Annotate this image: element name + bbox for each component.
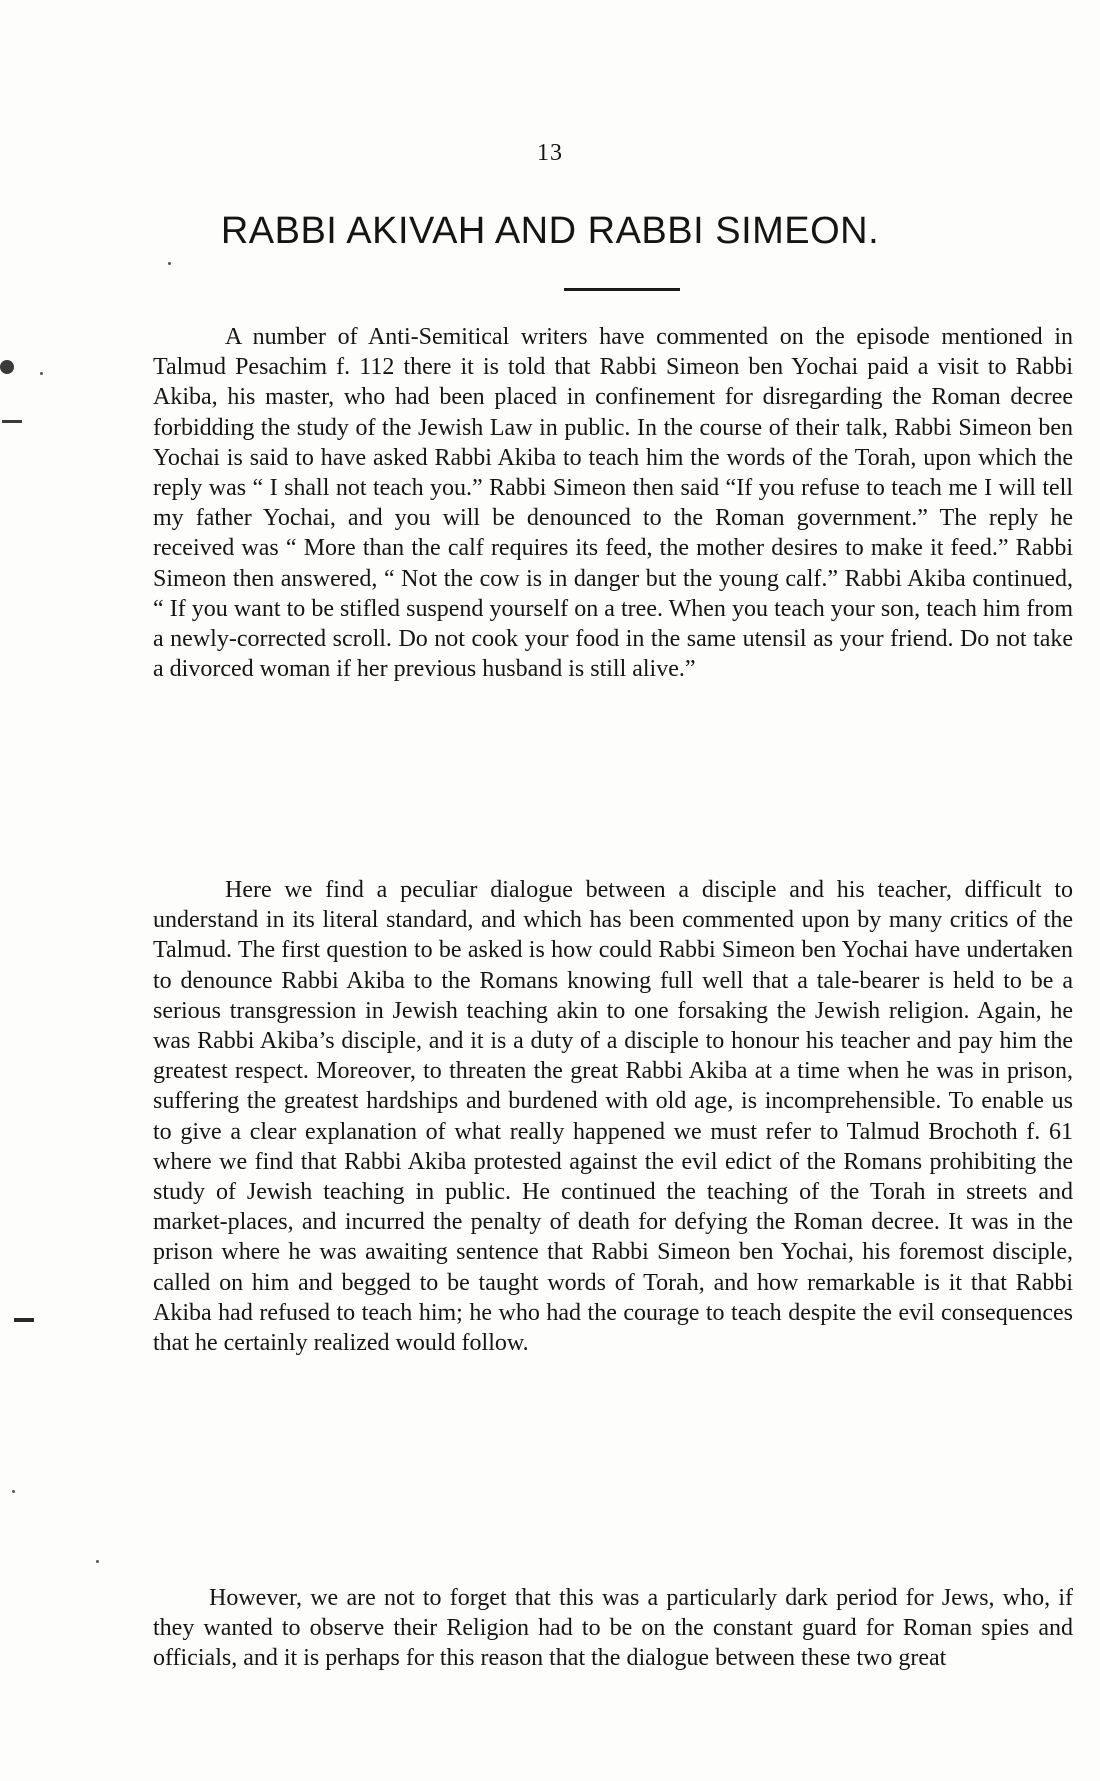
speck bbox=[12, 1490, 15, 1493]
margin-smudge bbox=[0, 360, 14, 374]
speck bbox=[40, 372, 43, 375]
speck bbox=[168, 262, 171, 265]
margin-dash-mark bbox=[14, 1318, 34, 1322]
paragraph-1: A number of Anti-Semitical writers have commented on the episode mentioned in Talmud Pesachim f. 112 there it is told that Rabbi Simeon ben Yochai paid a visit to Rabbi Akiba, his master, who had been placed in confinement for disregarding the Roman decree forbidding the study of the Jewish Law in public. In the course of their talk, Rabbi Simeon ben Yochai is said to have asked Rabbi Akiba to teach him the words of the Torah, upon which the reply was “ I shall not teach you.” Rabbi Simeon then said “If you refuse to teach me I will tell my father Yochai, and you will be denounced to the Roman government.” The reply he received was “ More than the calf requires its feed, the mother desires to make it feed.” Rabbi Simeon then answered, “ Not the cow is in danger but the young calf.” Rabbi Akiba continued, “ If you want to be stifled suspend yourself on a tree. When you teach your son, teach him from a newly-corrected scroll. Do not cook your food in the same utensil as your friend. Do not take a divorced woman if her previous husband is still alive.” bbox=[153, 324, 1073, 683]
page-number: 13 bbox=[537, 140, 563, 166]
chapter-title: RABBI AKIVAH AND RABBI SIMEON. bbox=[220, 210, 880, 252]
paragraph-3: However, we are not to forget that this was a particularly dark period for Jews, who, if they wanted to observe their Religion had to be on the constant guard for Roman spies and officials, and it is perhaps for this reason that the dialogue between these two great bbox=[153, 1585, 1073, 1672]
title-divider-rule bbox=[564, 288, 680, 291]
speck bbox=[96, 1560, 99, 1563]
margin-smudge bbox=[2, 420, 22, 423]
paragraph-2: Here we find a peculiar dialogue between a disciple and his teacher, difficult to understand in its literal standard, and which has been commented upon by many critics of the Talmud. The first question to be asked is how could Rabbi Simeon ben Yochai have undertaken to denounce Rabbi Akiba to the Romans knowing full well that a tale-bearer is held to be a serious transgression in Jewish teaching akin to one forsaking the Jewish religion. Again, he was Rabbi Akiba’s disciple, and it is a duty of a disciple to honour his teacher and pay him the greatest respect. Moreover, to threaten the great Rabbi Akiba at a time when he was in prison, suffering the greatest hardships and burdened with old age, is incomprehensible. To enable us to give a clear explanation of what really happened we must refer to Talmud Brochoth f. 61 where we find that Rabbi Akiba protested against the evil edict of the Romans prohibiting the study of Jewish teaching in public. He continued the teaching of the Torah in streets and market-places, and incurred the penalty of death for defying the Roman decree. It was in the prison where he was awaiting sentence that Rabbi Simeon ben Yochai, his foremost disciple, called on him and begged to be taught words of Torah, and how remarkable is it that Rabbi Akiba had refused to teach him; he who had the courage to teach despite the evil consequences that he certainly realized would follow. bbox=[153, 877, 1073, 1357]
